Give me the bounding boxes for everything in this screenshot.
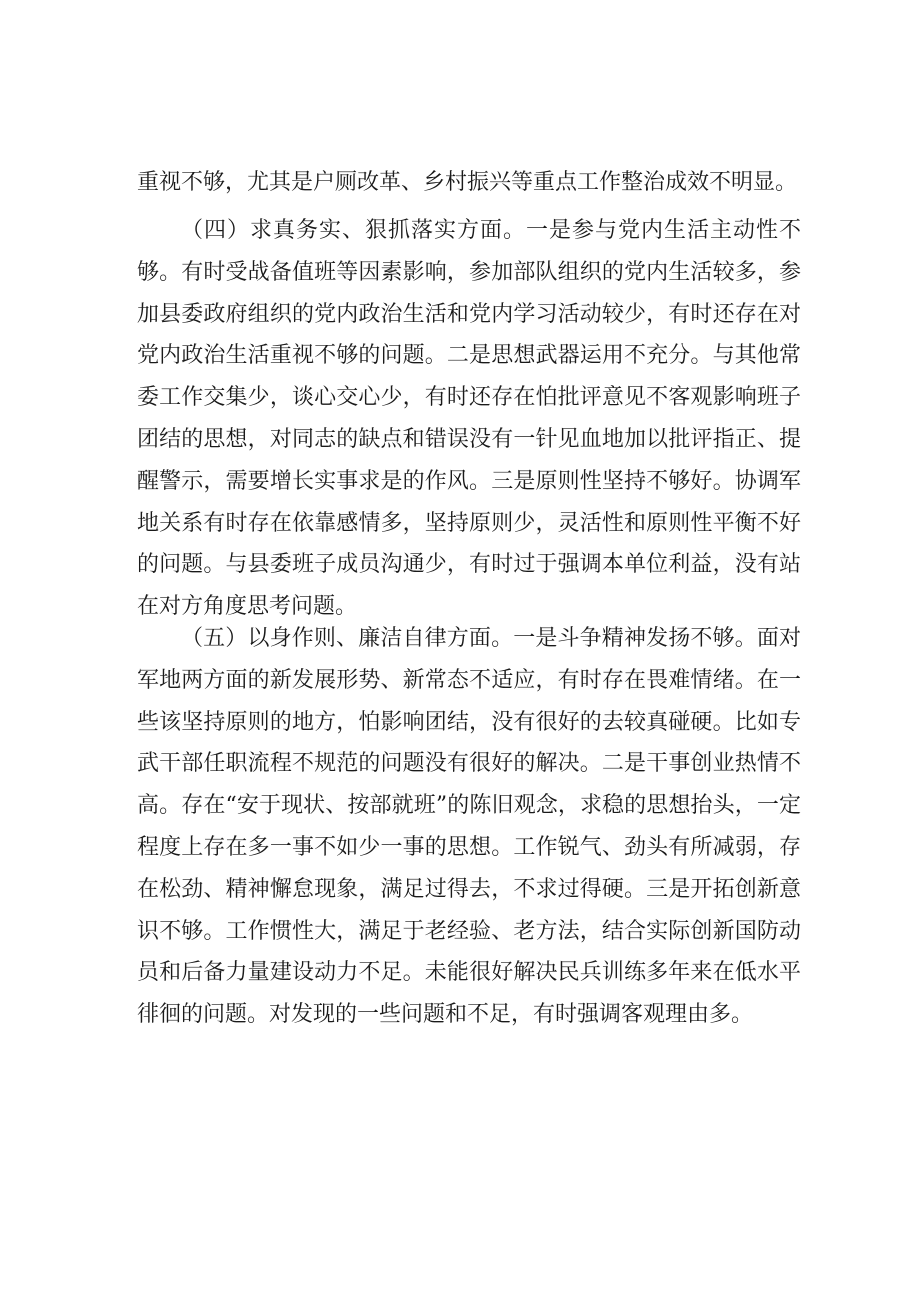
paragraph-section-4: （四）求真务实、狠抓落实方面。一是参与党内生活主动性不够。有时受战备值班等因素影响，参加部队组织的党内生活较多，参加县委政府组织的党内政治生活和党内学习活动较少，有时还存在对党内政治生活重视不够的问题。二是思想武器运用不充分。与其他常委工作交集少，谈心交心少，有时还存在怕批评意见不客观影响班子团结的思想，对同志的缺点和错误没有一针见血地加以批评指正、提醒警示，需要增长实事求是的作风。三是原则性坚持不够好。协调军地关系有时存在依靠感情多，坚持原则少，灵活性和原则性平衡不好的问题。与县委班子成员沟通少，有时过于强调本单位利益，没有站在对方角度思考问题。 (137, 218, 801, 620)
paragraph-continuation: 重视不够，尤其是户厕改革、乡村振兴等重点工作整治成效不明显。 (137, 170, 798, 195)
paragraph-block-section-5 (137, 618, 801, 1036)
paragraph-block-continuation (137, 162, 801, 204)
paragraph-section-5: （五）以身作则、廉洁自律方面。一是斗争精神发扬不够。面对军地两方面的新发展形势、新常态不适应，有时存在畏难情绪。在一些该坚持原则的地方，怕影响团结，没有很好的去较真碰硬。比如专武干部任职流程不规范的问题没有很好的解决。二是干事创业热情不高。存在“安于现状、按部就班”的陈旧观念，求稳的思想抬头，一定程度上存在多一事不如少一事的思想。工作锐气、劲头有所减弱，存在松劲、精神懈怠现象，满足过得去，不求过得硬。三是开拓创新意识不够。工作惯性大，满足于老经验、老方法，结合实际创新国防动员和后备力量建设动力不足。未能很好解决民兵训练多年来在低水平徘徊的问题。对发现的一些问题和不足，有时强调客观理由多。 (137, 626, 801, 1028)
paragraph-block-section-4 (137, 210, 801, 628)
